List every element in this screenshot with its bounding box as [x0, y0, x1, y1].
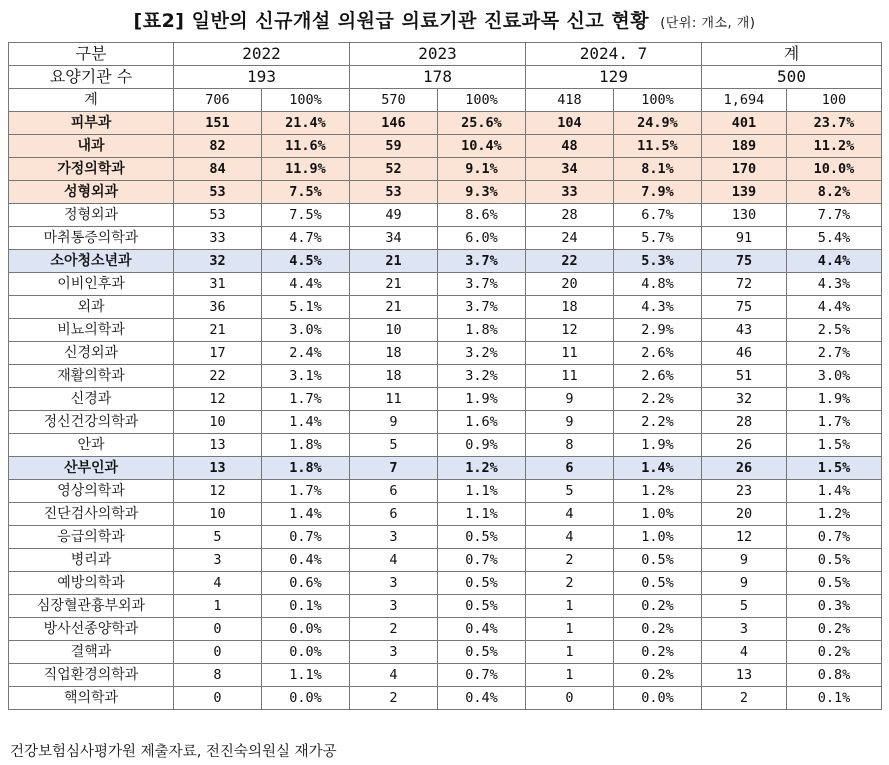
- count-cell: 32: [702, 388, 787, 411]
- share-cell: 11.2%: [787, 135, 882, 158]
- table-body: [9, 89, 882, 710]
- row-label: 병리과: [9, 549, 174, 572]
- share-cell: 0.2%: [787, 618, 882, 641]
- row-label: 방사선종양학과: [9, 618, 174, 641]
- title-unit: (단위: 개소, 개): [660, 16, 756, 31]
- count-cell: 11: [526, 365, 614, 388]
- share-cell: 10.0%: [787, 158, 882, 181]
- share-cell: 2.5%: [787, 319, 882, 342]
- row-label: 가정의학과: [9, 158, 174, 181]
- count-cell: 418: [526, 89, 614, 112]
- share-cell: 2.2%: [614, 411, 702, 434]
- count-cell: 24: [526, 227, 614, 250]
- share-cell: 10.4%: [438, 135, 526, 158]
- count-cell: 5: [702, 595, 787, 618]
- share-cell: 2.7%: [787, 342, 882, 365]
- share-cell: 2.6%: [614, 365, 702, 388]
- department-report-table: [8, 42, 882, 710]
- table-row: [9, 687, 882, 710]
- table-row: [9, 296, 882, 319]
- count-cell: 11: [350, 388, 438, 411]
- institutions-value: 129: [526, 66, 702, 89]
- row-label: 성형외과: [9, 181, 174, 204]
- count-cell: 2: [350, 618, 438, 641]
- share-cell: 0.8%: [787, 664, 882, 687]
- share-cell: 1.8%: [262, 434, 350, 457]
- share-cell: 0.2%: [614, 664, 702, 687]
- row-label: 진단검사의학과: [9, 503, 174, 526]
- count-cell: 12: [526, 319, 614, 342]
- table-row: [9, 89, 882, 112]
- count-cell: 10: [174, 411, 262, 434]
- count-cell: 31: [174, 273, 262, 296]
- share-cell: 0.5%: [438, 641, 526, 664]
- count-cell: 82: [174, 135, 262, 158]
- count-cell: 146: [350, 112, 438, 135]
- share-cell: 2.4%: [262, 342, 350, 365]
- count-cell: 53: [350, 181, 438, 204]
- count-cell: 2: [526, 572, 614, 595]
- header-label: 구분: [9, 43, 174, 66]
- share-cell: 0.0%: [262, 641, 350, 664]
- table-row: [9, 480, 882, 503]
- count-cell: 3: [350, 572, 438, 595]
- share-cell: 4.3%: [787, 273, 882, 296]
- row-label: 외과: [9, 296, 174, 319]
- count-cell: 21: [350, 250, 438, 273]
- count-cell: 104: [526, 112, 614, 135]
- source-footnote: 건강보험심사평가원 제출자료, 전진숙의원실 재가공: [10, 744, 337, 760]
- share-cell: 1.9%: [614, 434, 702, 457]
- share-cell: 23.7%: [787, 112, 882, 135]
- share-cell: 100%: [438, 89, 526, 112]
- count-cell: 189: [702, 135, 787, 158]
- share-cell: 1.4%: [614, 457, 702, 480]
- count-cell: 12: [174, 480, 262, 503]
- share-cell: 1.8%: [262, 457, 350, 480]
- table-row: [9, 526, 882, 549]
- count-cell: 151: [174, 112, 262, 135]
- count-cell: 6: [526, 457, 614, 480]
- count-cell: 139: [702, 181, 787, 204]
- count-cell: 21: [174, 319, 262, 342]
- count-cell: 53: [174, 204, 262, 227]
- count-cell: 706: [174, 89, 262, 112]
- row-label: 계: [9, 89, 174, 112]
- header-row: [9, 43, 882, 66]
- header-period: 2022: [174, 43, 350, 66]
- share-cell: 21.4%: [262, 112, 350, 135]
- share-cell: 1.7%: [787, 411, 882, 434]
- institutions-label: 요양기관 수: [9, 66, 174, 89]
- share-cell: 1.4%: [262, 503, 350, 526]
- share-cell: 0.5%: [787, 549, 882, 572]
- share-cell: 0.4%: [438, 687, 526, 710]
- share-cell: 0.2%: [787, 641, 882, 664]
- count-cell: 6: [350, 480, 438, 503]
- count-cell: 5: [526, 480, 614, 503]
- share-cell: 5.1%: [262, 296, 350, 319]
- share-cell: 3.7%: [438, 296, 526, 319]
- count-cell: 170: [702, 158, 787, 181]
- share-cell: 1.9%: [787, 388, 882, 411]
- share-cell: 1.1%: [438, 480, 526, 503]
- count-cell: 9: [526, 388, 614, 411]
- share-cell: 7.9%: [614, 181, 702, 204]
- count-cell: 3: [350, 641, 438, 664]
- count-cell: 2: [350, 687, 438, 710]
- share-cell: 0.7%: [787, 526, 882, 549]
- count-cell: 0: [174, 641, 262, 664]
- table-row: [9, 595, 882, 618]
- count-cell: 570: [350, 89, 438, 112]
- row-label: 신경외과: [9, 342, 174, 365]
- share-cell: 4.8%: [614, 273, 702, 296]
- share-cell: 4.4%: [787, 296, 882, 319]
- share-cell: 0.4%: [262, 549, 350, 572]
- table-row: [9, 664, 882, 687]
- row-label: 영상의학과: [9, 480, 174, 503]
- share-cell: 1.1%: [262, 664, 350, 687]
- count-cell: 26: [702, 457, 787, 480]
- count-cell: 26: [702, 434, 787, 457]
- share-cell: 4.7%: [262, 227, 350, 250]
- count-cell: 20: [702, 503, 787, 526]
- share-cell: 1.7%: [262, 480, 350, 503]
- share-cell: 1.2%: [438, 457, 526, 480]
- count-cell: 0: [526, 687, 614, 710]
- count-cell: 18: [350, 365, 438, 388]
- share-cell: 25.6%: [438, 112, 526, 135]
- share-cell: 0.7%: [438, 664, 526, 687]
- count-cell: 0: [174, 618, 262, 641]
- share-cell: 0.2%: [614, 595, 702, 618]
- share-cell: 1.2%: [614, 480, 702, 503]
- row-label: 응급의학과: [9, 526, 174, 549]
- count-cell: 0: [174, 687, 262, 710]
- header-period: 2023: [350, 43, 526, 66]
- share-cell: 9.1%: [438, 158, 526, 181]
- table-row: [9, 434, 882, 457]
- table-row: [9, 457, 882, 480]
- table-row: [9, 319, 882, 342]
- count-cell: 5: [350, 434, 438, 457]
- share-cell: 3.0%: [262, 319, 350, 342]
- count-cell: 22: [174, 365, 262, 388]
- share-cell: 3.0%: [787, 365, 882, 388]
- share-cell: 0.0%: [614, 687, 702, 710]
- share-cell: 8.6%: [438, 204, 526, 227]
- table-row: [9, 411, 882, 434]
- count-cell: 72: [702, 273, 787, 296]
- row-label: 안과: [9, 434, 174, 457]
- row-label: 소아청소년과: [9, 250, 174, 273]
- count-cell: 33: [526, 181, 614, 204]
- share-cell: 0.5%: [614, 549, 702, 572]
- count-cell: 51: [702, 365, 787, 388]
- count-cell: 59: [350, 135, 438, 158]
- institutions-value: 500: [702, 66, 882, 89]
- institutions-value: 193: [174, 66, 350, 89]
- share-cell: 0.4%: [438, 618, 526, 641]
- share-cell: 0.9%: [438, 434, 526, 457]
- share-cell: 1.5%: [787, 457, 882, 480]
- count-cell: 43: [702, 319, 787, 342]
- table-row: [9, 181, 882, 204]
- row-label: 정신건강의학과: [9, 411, 174, 434]
- row-label: 결핵과: [9, 641, 174, 664]
- share-cell: 1.0%: [614, 503, 702, 526]
- table-row: [9, 618, 882, 641]
- row-label: 피부과: [9, 112, 174, 135]
- share-cell: 1.0%: [614, 526, 702, 549]
- share-cell: 3.2%: [438, 365, 526, 388]
- share-cell: 7.5%: [262, 204, 350, 227]
- share-cell: 3.7%: [438, 273, 526, 296]
- count-cell: 32: [174, 250, 262, 273]
- table-row: [9, 365, 882, 388]
- share-cell: 1.4%: [787, 480, 882, 503]
- count-cell: 13: [174, 457, 262, 480]
- share-cell: 3.2%: [438, 342, 526, 365]
- share-cell: 1.9%: [438, 388, 526, 411]
- share-cell: 4.5%: [262, 250, 350, 273]
- share-cell: 5.7%: [614, 227, 702, 250]
- count-cell: 7: [350, 457, 438, 480]
- count-cell: 20: [526, 273, 614, 296]
- share-cell: 0.5%: [614, 572, 702, 595]
- header-period: 2024. 7: [526, 43, 702, 66]
- share-cell: 6.7%: [614, 204, 702, 227]
- count-cell: 9: [702, 572, 787, 595]
- title-main: [표2] 일반의 신규개설 의원급 의료기관 진료과목 신고 현황: [133, 10, 650, 32]
- row-label: 정형외과: [9, 204, 174, 227]
- count-cell: 3: [702, 618, 787, 641]
- count-cell: 10: [174, 503, 262, 526]
- share-cell: 6.0%: [438, 227, 526, 250]
- count-cell: 84: [174, 158, 262, 181]
- count-cell: 5: [174, 526, 262, 549]
- share-cell: 0.6%: [262, 572, 350, 595]
- count-cell: 18: [350, 342, 438, 365]
- share-cell: 9.3%: [438, 181, 526, 204]
- share-cell: 1.5%: [787, 434, 882, 457]
- count-cell: 52: [350, 158, 438, 181]
- count-cell: 75: [702, 296, 787, 319]
- table-row: [9, 342, 882, 365]
- share-cell: 1.4%: [262, 411, 350, 434]
- share-cell: 0.5%: [438, 595, 526, 618]
- row-label: 마취통증의학과: [9, 227, 174, 250]
- share-cell: 7.5%: [262, 181, 350, 204]
- row-label: 이비인후과: [9, 273, 174, 296]
- count-cell: 8: [526, 434, 614, 457]
- share-cell: 100%: [614, 89, 702, 112]
- row-label: 신경과: [9, 388, 174, 411]
- count-cell: 3: [174, 549, 262, 572]
- table-row: [9, 503, 882, 526]
- row-label: 재활의학과: [9, 365, 174, 388]
- table-row: [9, 250, 882, 273]
- table-title: [0, 6, 889, 33]
- share-cell: 0.0%: [262, 618, 350, 641]
- share-cell: 0.7%: [262, 526, 350, 549]
- count-cell: 12: [174, 388, 262, 411]
- share-cell: 1.8%: [438, 319, 526, 342]
- count-cell: 9: [350, 411, 438, 434]
- count-cell: 4: [174, 572, 262, 595]
- count-cell: 28: [526, 204, 614, 227]
- table-row: [9, 158, 882, 181]
- share-cell: 0.5%: [438, 526, 526, 549]
- count-cell: 34: [526, 158, 614, 181]
- header-period: 계: [702, 43, 882, 66]
- table-row: [9, 112, 882, 135]
- count-cell: 4: [350, 549, 438, 572]
- share-cell: 5.4%: [787, 227, 882, 250]
- share-cell: 1.6%: [438, 411, 526, 434]
- institutions-row: [9, 66, 882, 89]
- table-row: [9, 549, 882, 572]
- share-cell: 5.3%: [614, 250, 702, 273]
- count-cell: 8: [174, 664, 262, 687]
- row-label: 산부인과: [9, 457, 174, 480]
- count-cell: 22: [526, 250, 614, 273]
- share-cell: 0.5%: [787, 572, 882, 595]
- share-cell: 0.0%: [262, 687, 350, 710]
- count-cell: 130: [702, 204, 787, 227]
- count-cell: 9: [702, 549, 787, 572]
- share-cell: 100%: [262, 89, 350, 112]
- count-cell: 3: [350, 595, 438, 618]
- count-cell: 1: [526, 641, 614, 664]
- share-cell: 11.5%: [614, 135, 702, 158]
- share-cell: 0.2%: [614, 618, 702, 641]
- row-label: 직업환경의학과: [9, 664, 174, 687]
- share-cell: 11.6%: [262, 135, 350, 158]
- table-row: [9, 641, 882, 664]
- count-cell: 48: [526, 135, 614, 158]
- count-cell: 9: [526, 411, 614, 434]
- count-cell: 21: [350, 296, 438, 319]
- count-cell: 1: [174, 595, 262, 618]
- row-label: 내과: [9, 135, 174, 158]
- table-row: [9, 204, 882, 227]
- count-cell: 34: [350, 227, 438, 250]
- count-cell: 11: [526, 342, 614, 365]
- share-cell: 1.7%: [262, 388, 350, 411]
- row-label: 예방의학과: [9, 572, 174, 595]
- count-cell: 21: [350, 273, 438, 296]
- row-label: 비뇨의학과: [9, 319, 174, 342]
- share-cell: 4.3%: [614, 296, 702, 319]
- count-cell: 13: [174, 434, 262, 457]
- institutions-value: 178: [350, 66, 526, 89]
- share-cell: 3.1%: [262, 365, 350, 388]
- table-row: [9, 135, 882, 158]
- share-cell: 8.2%: [787, 181, 882, 204]
- count-cell: 18: [526, 296, 614, 319]
- share-cell: 24.9%: [614, 112, 702, 135]
- count-cell: 53: [174, 181, 262, 204]
- share-cell: 0.7%: [438, 549, 526, 572]
- count-cell: 1: [526, 618, 614, 641]
- count-cell: 49: [350, 204, 438, 227]
- count-cell: 36: [174, 296, 262, 319]
- count-cell: 33: [174, 227, 262, 250]
- share-cell: 3.7%: [438, 250, 526, 273]
- count-cell: 10: [350, 319, 438, 342]
- count-cell: 2: [526, 549, 614, 572]
- count-cell: 13: [702, 664, 787, 687]
- table-row: [9, 572, 882, 595]
- count-cell: 4: [526, 526, 614, 549]
- share-cell: 0.1%: [262, 595, 350, 618]
- count-cell: 75: [702, 250, 787, 273]
- share-cell: 1.2%: [787, 503, 882, 526]
- count-cell: 3: [350, 526, 438, 549]
- count-cell: 6: [350, 503, 438, 526]
- count-cell: 28: [702, 411, 787, 434]
- table-row: [9, 227, 882, 250]
- share-cell: 0.3%: [787, 595, 882, 618]
- count-cell: 401: [702, 112, 787, 135]
- share-cell: 4.4%: [787, 250, 882, 273]
- table-row: [9, 273, 882, 296]
- count-cell: 91: [702, 227, 787, 250]
- row-label: 핵의학과: [9, 687, 174, 710]
- share-cell: 8.1%: [614, 158, 702, 181]
- count-cell: 17: [174, 342, 262, 365]
- share-cell: 0.1%: [787, 687, 882, 710]
- share-cell: 2.2%: [614, 388, 702, 411]
- share-cell: 2.9%: [614, 319, 702, 342]
- count-cell: 23: [702, 480, 787, 503]
- count-cell: 1,694: [702, 89, 787, 112]
- share-cell: 2.6%: [614, 342, 702, 365]
- count-cell: 4: [350, 664, 438, 687]
- count-cell: 12: [702, 526, 787, 549]
- count-cell: 46: [702, 342, 787, 365]
- share-cell: 11.9%: [262, 158, 350, 181]
- share-cell: 0.5%: [438, 572, 526, 595]
- count-cell: 1: [526, 664, 614, 687]
- count-cell: 4: [526, 503, 614, 526]
- count-cell: 1: [526, 595, 614, 618]
- share-cell: 1.1%: [438, 503, 526, 526]
- row-label: 심장혈관흉부외과: [9, 595, 174, 618]
- count-cell: 4: [702, 641, 787, 664]
- share-cell: 7.7%: [787, 204, 882, 227]
- table-row: [9, 388, 882, 411]
- share-cell: 4.4%: [262, 273, 350, 296]
- count-cell: 2: [702, 687, 787, 710]
- share-cell: 100: [787, 89, 882, 112]
- share-cell: 0.2%: [614, 641, 702, 664]
